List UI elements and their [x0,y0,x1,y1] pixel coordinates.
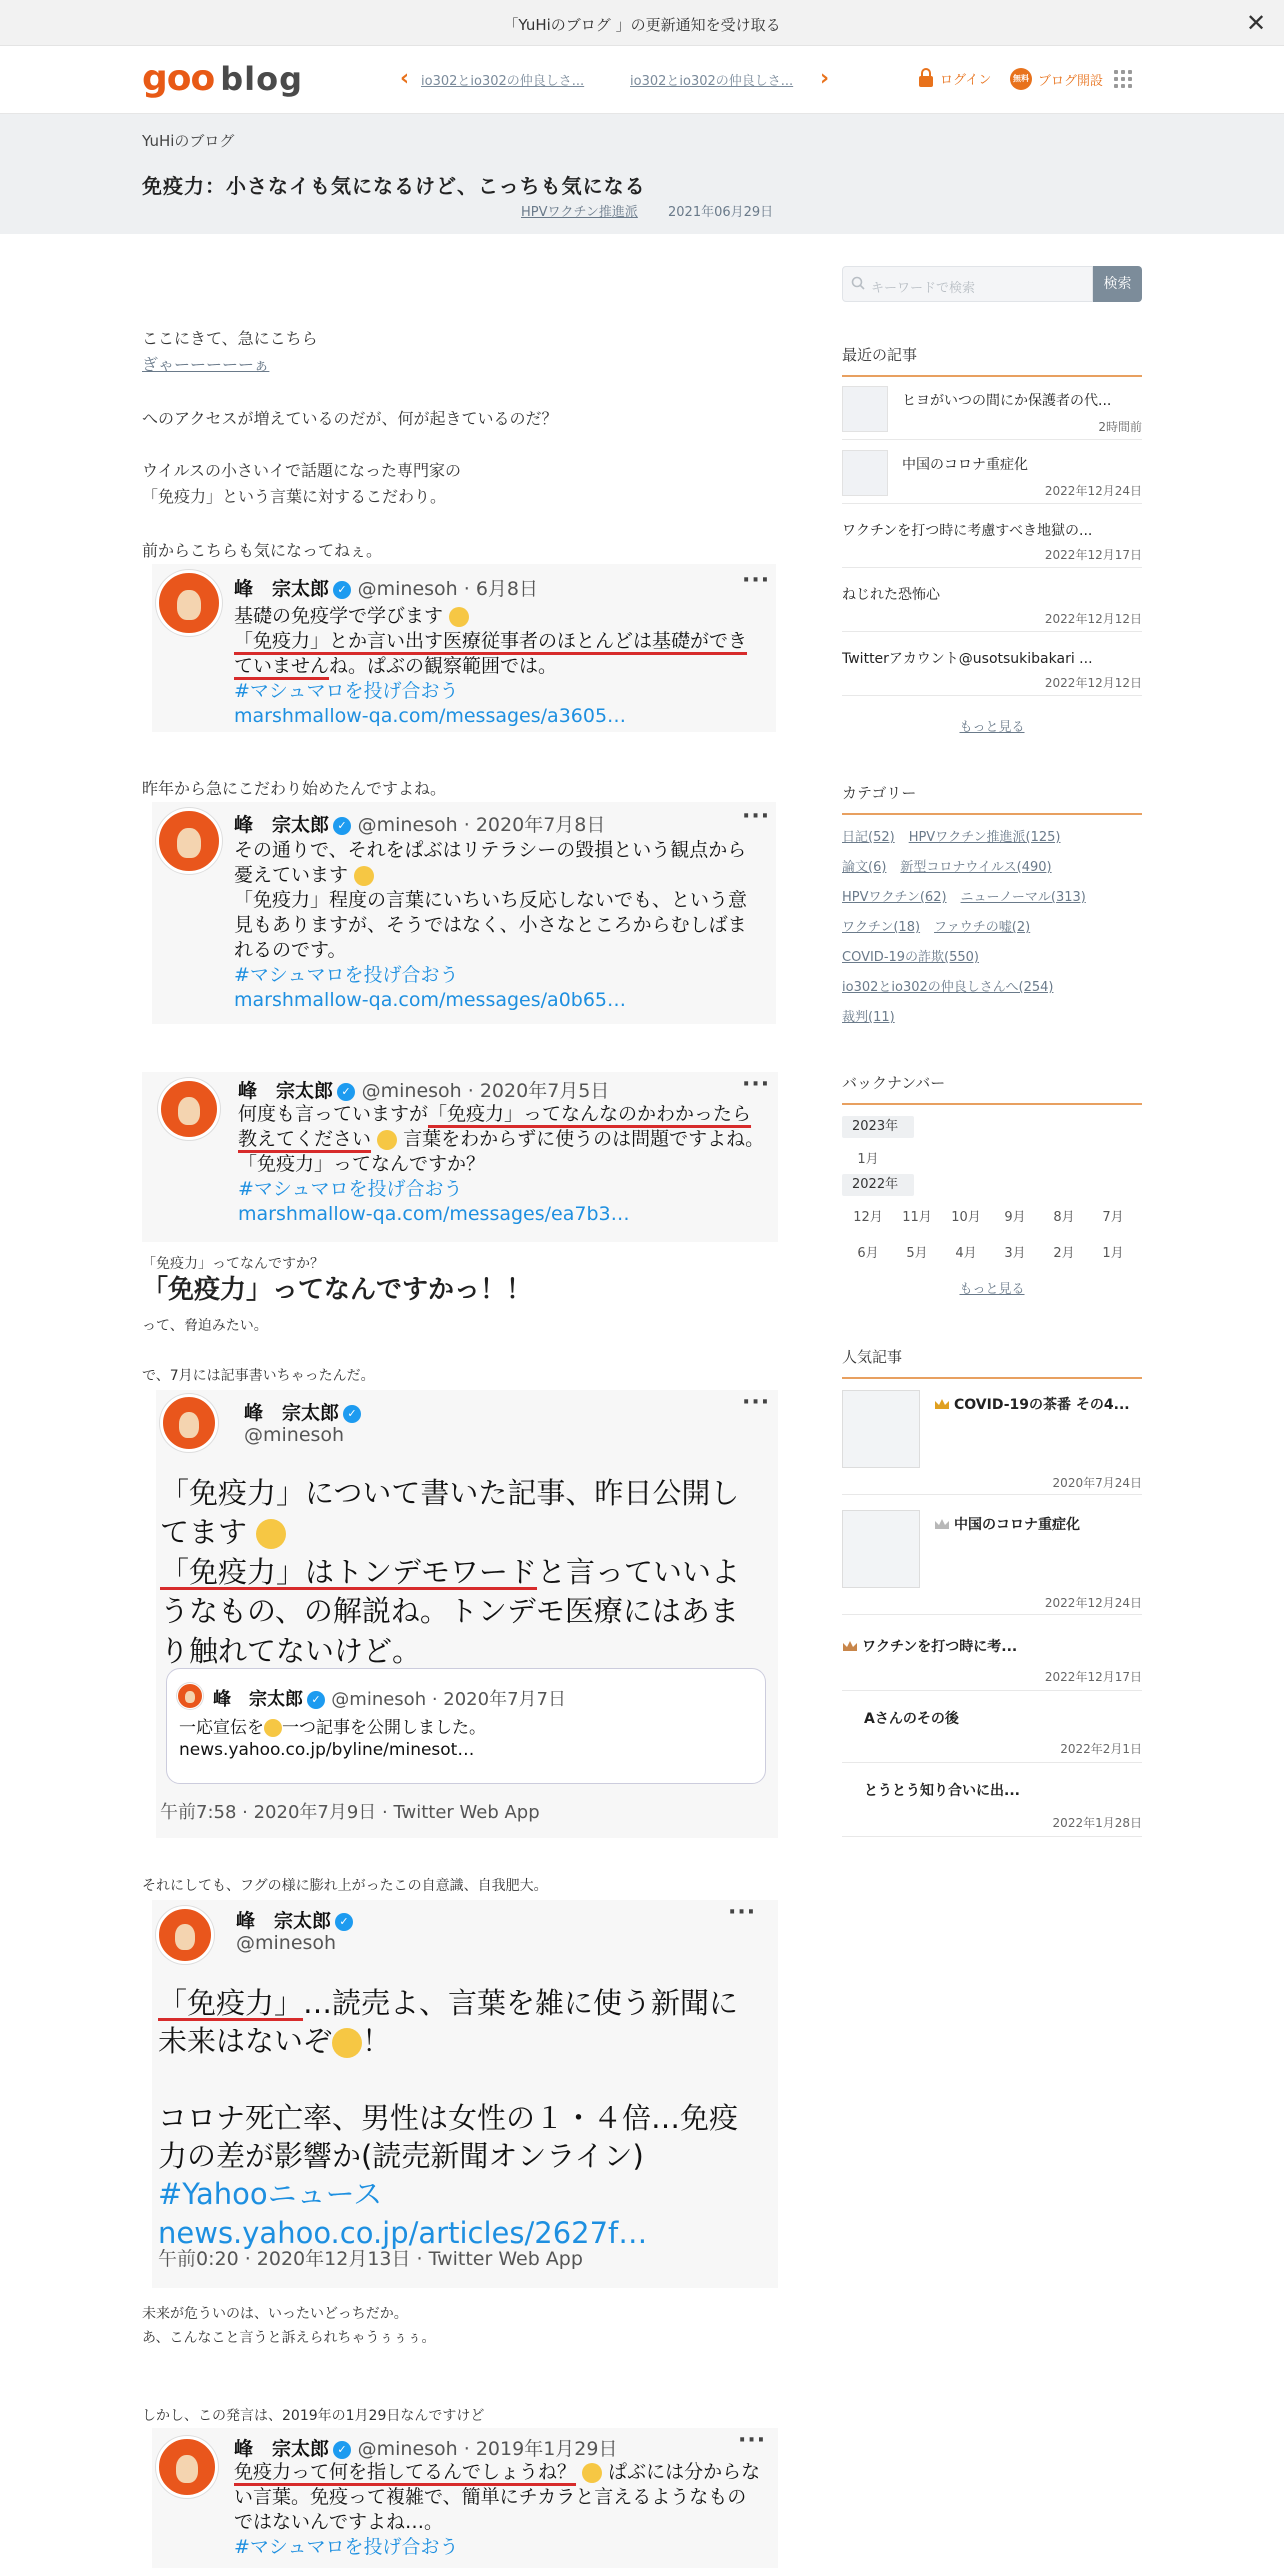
page-title: 免疫力：小さなイも気になるけど、こっちも気になる [142,174,646,198]
search-button[interactable]: 検索 [1093,266,1142,302]
baby-emoji-icon [449,607,469,627]
goo-blog-logo[interactable] [142,58,303,98]
article-thumbnail [842,386,888,432]
year-label-2022: 2022年 [842,1174,914,1196]
popular-article-date: 2020年7月24日 [1052,1476,1142,1490]
lock-icon [918,68,934,88]
popular-article-date: 2022年12月24日 [1044,1596,1142,1610]
tweet-author: 峰 宗太郎 ✓ @minesoh · 2020年7月5日 [238,1080,610,1102]
tweet-author: 峰 宗太郎 ✓ @minesoh · 6月8日 [234,578,539,600]
open-blog-link[interactable] [1010,68,1103,90]
embedded-tweet[interactable] [152,564,776,732]
prev-article-link[interactable]: io302とio302の仲良しさ... [421,74,585,89]
popular-articles-heading: 人気記事 [842,1346,1142,1379]
popular-article-date: 2022年2月1日 [1060,1742,1142,1756]
crown-bronze-icon [842,1640,858,1652]
more-icon[interactable]: ··· [742,1072,771,1097]
avatar [156,1906,214,1964]
tweet-author: 峰 宗太郎 ✓ @minesoh · 2020年7月8日 [234,814,606,836]
popular-article-title[interactable]: ワクチンを打つ時に考... [842,1636,1017,1656]
quoted-text: 一応宣伝を 一つ記事を公開しました。 news.yahoo.co.jp/byline/minesot… [179,1718,486,1761]
paragraph: 「免疫力」という言葉に対するこだわり。 [142,487,447,506]
divider [842,1690,1142,1691]
recent-article-date: 2022年12月24日 [1044,484,1142,498]
month-link[interactable]: 9月 [1004,1210,1026,1225]
verified-icon: ✓ [333,581,351,599]
month-link[interactable]: 10月 [951,1210,981,1225]
url-link[interactable]: marshmallow-qa.com/messages/ea7b3… [238,1203,630,1226]
verified-icon: ✓ [307,1691,325,1709]
embedded-tweet[interactable] [142,1072,778,1242]
close-icon[interactable]: ✕ [1245,9,1267,37]
login-link[interactable] [918,68,991,88]
post-header [0,114,1284,234]
paragraph: ウイルスの小さいイで話題になった専門家の [142,461,462,480]
avatar [156,808,222,874]
hashtag-link[interactable]: #マシュマロを投げ合おう [234,2536,459,2559]
tweet-author: 峰 宗太郎 ✓ @minesoh · 2019年1月29日 [234,2438,618,2460]
search-input[interactable] [842,266,1093,302]
paragraph: って、脅迫みたい。 [142,1318,268,1334]
paragraph: あ、こんなこと言うと訴えられちゃうぅぅぅ。 [142,2330,436,2346]
baby-emoji-icon [582,2463,602,2483]
more-icon[interactable]: ··· [738,2428,767,2453]
month-link[interactable]: 3月 [1004,1246,1026,1261]
recent-article-item[interactable] [842,440,1142,504]
chevron-right-icon[interactable]: › [820,66,830,91]
more-icon[interactable]: ··· [728,1900,757,1925]
popular-article-title[interactable]: とうとう知り合いに出... [864,1783,1020,1799]
tweet-author: 峰 宗太郎 ✓ [236,1906,353,1933]
tweet-author: 峰 宗太郎 ✓ [244,1398,361,1425]
verified-icon: ✓ [343,1405,361,1423]
login-label: ログイン [940,72,992,88]
hashtag-link[interactable]: #マシュマロを投げ合おう [234,964,459,987]
verified-icon: ✓ [337,1083,355,1101]
month-link[interactable]: 6月 [857,1246,879,1261]
recent-article-item[interactable] [842,376,1142,440]
article-thumbnail [842,1390,920,1468]
month-link[interactable]: 11月 [902,1210,932,1225]
url-link[interactable]: marshmallow-qa.com/messages/a0b65… [234,989,627,1012]
baby-emoji-icon [256,1519,286,1549]
more-icon[interactable]: ··· [742,568,771,593]
more-icon[interactable]: ··· [742,804,771,829]
paragraph: それにしても、フグの様に膨れ上がったこの自意識、自我肥大。 [142,1878,548,1894]
month-link[interactable]: 8月 [1053,1210,1075,1225]
more-icon[interactable]: ··· [742,1390,771,1415]
search-icon [851,276,865,290]
quoted-tweet[interactable] [166,1668,766,1784]
logo-blog-text: blog [220,60,303,98]
category-link[interactable]: HPVワクチン推進派(125) [908,830,1061,845]
tweet-footer: 午前7:58 · 2020年7月9日 · Twitter Web App [160,1802,540,1823]
category-link[interactable]: ニューノーマル(313) [960,890,1086,905]
article-link[interactable]: ぎゃーーーーーぁ [142,355,270,374]
hashtag-link[interactable]: #マシュマロを投げ合おう [234,680,459,703]
category-link[interactable]: COVID-19の詐欺(550) [842,950,980,965]
embedded-tweet[interactable] [152,1900,778,2288]
chevron-left-icon[interactable]: ‹ [400,66,410,91]
free-badge: 無料 [1010,68,1032,90]
tweet-text: 免疫力って何を指してるんでしょうね？ ぱぶには分からな い言葉。免疫って複雑で、簡単にチカラと言えるようなもの ではないんですよね…。 #マシュマロを投げ合おう [234,2460,774,2560]
month-link[interactable]: 12月 [853,1210,883,1225]
recent-more-link[interactable]: もっと見る [959,720,1025,735]
tweet-text: その通りで、それをぱぶはリテラシーの毀損という観点から 憂えています 「免疫力」程度の言葉にいちいち反応しないでも、という意 見もありますが、そうではなく、小さなところからむしばま れるのです。 #マシュマロを投げ合おう marshmallow-qa.com/messages/a0b65… [234,838,774,1014]
category-link[interactable]: io302とio302の仲良しさんへ(254) [842,980,1054,995]
quoted-author: 峰 宗太郎 ✓ @minesoh · 2020年7月7日 [213,1689,566,1710]
url-link[interactable]: marshmallow-qa.com/messages/a3605… [234,705,627,728]
category-link[interactable]: ファウチの嘘(2) [934,920,1031,935]
avatar [158,1078,220,1140]
post-date: 2021年06月29日 [668,205,774,220]
category-link[interactable]: HPVワクチン(62) [842,890,947,905]
category-heading: カテゴリー [842,782,1142,815]
recent-article-date: 2時間前 [1098,420,1142,434]
popular-article-title[interactable]: COVID-19の茶番 その4... [934,1394,1130,1414]
paragraph: で、7月には記事書いちゃったんだ。 [142,1368,375,1384]
backnumber-more-link[interactable]: もっと見る [959,1282,1025,1297]
logo-goo-text: goo [142,58,215,99]
popular-article-title[interactable]: Aさんのその後 [864,1711,959,1727]
recent-article-date: 2022年12月12日 [1044,676,1142,690]
next-article-link[interactable]: io302とio302の仲良しさ... [630,74,794,89]
verified-icon: ✓ [335,1913,353,1931]
baby-emoji-icon [332,2028,362,2058]
divider [842,1494,1142,1495]
tweet-handle: @minesoh [244,1424,345,1446]
backnumber-heading: バックナンバー [842,1072,1142,1105]
tweet-footer: 午前0:20 · 2020年12月13日 · Twitter Web App [158,2248,583,2270]
paragraph: 前からこちらも気になってねぇ。 [142,541,383,560]
paragraph: へのアクセスが増えているのだが、何が起きているのだ？ [142,409,558,428]
avatar [156,570,222,636]
open-blog-label: ブログ開設 [1038,73,1104,89]
article-thumbnail [842,1510,920,1588]
tweet-handle: @minesoh [236,1932,337,1954]
paragraph: 昨年から急にこだわり始めたんですよね。 [142,779,447,798]
post-category-link[interactable]: HPVワクチン推進派 [521,205,638,220]
month-link[interactable]: 1月 [857,1152,879,1167]
avatar [177,1683,203,1709]
notification-bar[interactable] [0,0,1284,46]
verified-icon: ✓ [333,2441,351,2459]
hashtag-link[interactable]: #マシュマロを投げ合おう [238,1178,463,1201]
avatar [156,2436,218,2498]
category-row [842,1006,909,1025]
category-link[interactable]: 論文(6) [842,860,887,875]
category-row [842,916,1044,935]
recent-article-title: ワクチンを打つ時に考慮すべき地獄の... [842,523,1093,539]
baby-emoji-icon [354,866,374,886]
search-placeholder: キーワードで検索 [871,281,976,296]
category-link[interactable]: ワクチン(18) [842,920,921,935]
recent-article-title: ヒヨがいつの間にか保護者の代... [902,393,1112,409]
emphasis-heading: 「免疫力」ってなんですかっ！！ [142,1275,533,1305]
month-link[interactable]: 4月 [955,1246,977,1261]
category-row [842,976,1067,995]
category-row [842,826,1075,845]
embedded-tweet[interactable] [152,802,776,1024]
article-thumbnail [842,450,888,496]
recent-article-title: 中国のコロナ重症化 [902,457,1028,473]
month-link[interactable]: 7月 [1102,1210,1124,1225]
blog-name[interactable]: YuHiのブログ [142,132,235,150]
category-link[interactable]: 裁判(11) [842,1010,895,1025]
crown-silver-icon [934,1518,950,1530]
divider [842,1762,1142,1763]
category-row [842,886,1100,905]
recent-article-date: 2022年12月17日 [1044,548,1142,562]
tweet-text: 何度も言っていますが「免疫力」ってなんなのかわかったら 教えてください 言葉をわからずに使うのは問題ですよね。 「免疫力」ってなんですか？ #マシュマロを投げ合おう marshmallow-qa.com/messages/ea7b3… [238,1102,778,1227]
recent-article-item[interactable] [842,632,1142,696]
paragraph: 「免疫力」ってなんですか？ [142,1256,324,1272]
paragraph: しかし、この発言は、2019年の1月29日なんですけど [142,2408,485,2424]
category-row [842,856,1066,875]
recent-article-item[interactable] [842,568,1142,632]
embedded-tweet[interactable] [156,1390,778,1838]
avatar [160,1394,218,1452]
recent-article-item[interactable] [842,504,1142,568]
category-link[interactable]: 新型コロナウイルス(490) [900,860,1052,875]
tweet-text: 「免疫力」について書いた記事、昨日公開し てます 「免疫力」はトンデモワードと言っていいよ うなもの、の解説ね。トンデモ医療にはあま り触れてないけど。 [160,1476,741,1668]
popular-article-title[interactable]: 中国のコロナ重症化 [934,1514,1080,1534]
embedded-tweet[interactable] [152,2428,778,2568]
recent-articles-heading: 最近の記事 [842,344,1142,377]
url-link[interactable]: news.yahoo.co.jp/articles/2627f… [158,2215,648,2250]
hashtag-link[interactable]: #Yahooニュース [158,2177,383,2212]
recent-article-title: Twitterアカウント@usotsukibakari ... [842,651,1093,667]
paragraph: 未来が危ういのは、いったいどっちだか。 [142,2306,408,2322]
baby-emoji-icon [264,1719,282,1737]
app-grid-icon[interactable] [1114,70,1132,88]
verified-icon: ✓ [333,817,351,835]
paragraph: ここにきて、急にこちら [142,329,318,348]
popular-article-date: 2022年1月28日 [1052,1816,1142,1830]
recent-article-title: ねじれた恐怖心 [842,587,940,603]
site-header [0,46,1284,114]
baby-emoji-icon [377,1130,397,1150]
month-link[interactable]: 1月 [1102,1246,1124,1261]
tweet-text: 「免疫力」…読売よ、言葉を雑に使う新聞に 未来はないぞ ！ コロナ死亡率、男性は女性の１・４倍…免疫 力の差が影響か(読売新聞オンライン) #Yahooニュース news.yahoo.co.jp/articles/2627f… [158,1984,770,2252]
divider [842,1836,1142,1837]
month-link[interactable]: 5月 [906,1246,928,1261]
crown-gold-icon [934,1398,950,1410]
tweet-text: 基礎の免疫学で学びます 「免疫力」とか言い出す医療従事者のほとんどは基礎ができ ていませんね。ぱぶの観察範囲では。 #マシュマロを投げ合おう marshmallow-qa.com/messages/a3605… [234,604,774,729]
year-label-2023: 2023年 [842,1116,914,1138]
recent-article-date: 2022年12月12日 [1044,612,1142,626]
divider [842,1614,1142,1615]
notification-text[interactable]: 「YuHiのブログ 」の更新通知を受け取る [503,16,781,34]
popular-article-date: 2022年12月17日 [1044,1670,1142,1684]
month-link[interactable]: 2月 [1053,1246,1075,1261]
category-row [842,946,993,965]
category-link[interactable]: 日記(52) [842,830,895,845]
